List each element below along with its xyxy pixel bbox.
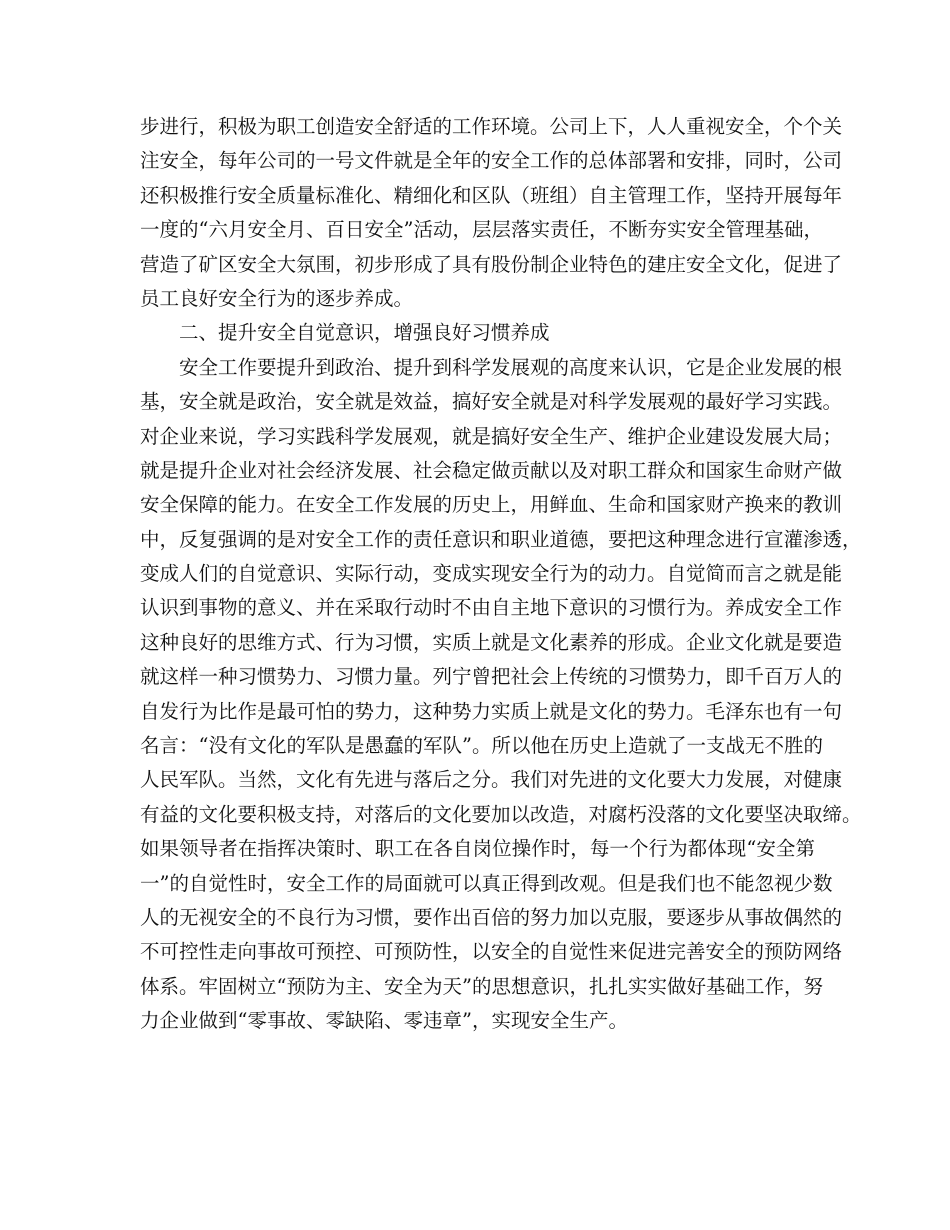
text-line: 力企业做到“零事故、零缺陷、零违章”，实现安全生产。 bbox=[140, 1009, 628, 1033]
text-line: 就是提升企业对社会经济发展、社会稳定做贡献以及对职工群众和国家生命财产做 bbox=[140, 458, 843, 482]
text-line: 变成人们的自觉意识、实际行动，变成实现安全行为的动力。自觉简而言之就是能 bbox=[140, 562, 843, 586]
body-paragraph bbox=[140, 351, 862, 1039]
text-line: 一”的自觉性时，安全工作的局面就可以真正得到改观。但是我们也不能忽视少数 bbox=[140, 871, 833, 895]
text-line: 体系。牢固树立“预防为主、安全为天”的思想意识，扎扎实实做好基础工作，努 bbox=[140, 974, 823, 998]
section-heading bbox=[140, 316, 815, 350]
text-line: 中，反复强调的是对安全工作的责任意识和职业道德，要把这种理念进行宣灌渗透， bbox=[140, 527, 862, 551]
heading-line: 二、提升安全自觉意识，增强良好习惯养成 bbox=[179, 321, 550, 345]
text-line: 一度的“六月安全月、百日安全”活动，层层落实责任，不断夯实安全管理基础， bbox=[140, 218, 823, 242]
text-line: 不可控性走向事故可预控、可预防性，以安全的自觉性来促进完善安全的预防网络 bbox=[140, 940, 843, 964]
text-line: 人的无视安全的不良行为习惯，要作出百倍的努力加以克服，要逐步从事故偶然的 bbox=[140, 905, 843, 929]
document-body bbox=[140, 110, 862, 1039]
text-line: 对企业来说，学习实践科学发展观，就是搞好安全生产、维护企业建设发展大局； bbox=[140, 424, 843, 448]
text-line: 安全保障的能力。在安全工作发展的历史上，用鲜血、生命和国家财产换来的教训 bbox=[140, 493, 843, 517]
text-line: 员工良好安全行为的逐步养成。 bbox=[140, 286, 414, 310]
text-line: 这种良好的思维方式、行为习惯，实质上就是文化素养的形成。企业文化就是要造 bbox=[140, 630, 843, 654]
text-line: 人民军队。当然，文化有先进与落后之分。我们对先进的文化要大力发展，对健康 bbox=[140, 768, 843, 792]
text-line: 自发行为比作是最可怕的势力，这种势力实质上就是文化的势力。毛泽东也有一句 bbox=[140, 699, 843, 723]
text-line: 营造了矿区安全大氛围，初步形成了具有股份制企业特色的建庄安全文化，促进了 bbox=[140, 252, 843, 276]
text-line: 有益的文化要积极支持，对落后的文化要加以改造，对腐朽没落的文化要坚决取缔。 bbox=[140, 802, 862, 826]
text-line: 名言：“没有文化的军队是愚蠢的军队”。所以他在历史上造就了一支战无不胜的 bbox=[140, 734, 823, 758]
text-line: 注安全，每年公司的一号文件就是全年的安全工作的总体部署和安排，同时，公司 bbox=[140, 149, 843, 173]
text-line: 基，安全就是政治，安全就是效益，搞好安全就是对科学发展观的最好学习实践。 bbox=[140, 390, 843, 414]
document-page bbox=[140, 110, 862, 1039]
text-line: 安全工作要提升到政治、提升到科学发展观的高度来认识，它是企业发展的根 bbox=[179, 355, 843, 379]
text-line: 步进行，积极为职工创造安全舒适的工作环境。公司上下，人人重视安全，个个关 bbox=[140, 115, 843, 138]
text-line: 就这样一种习惯势力、习惯力量。列宁曾把社会上传统的习惯势力，即千百万人的 bbox=[140, 665, 843, 689]
text-line: 认识到事物的意义、并在采取行动时不由自主地下意识的习惯行为。养成安全工作 bbox=[140, 596, 843, 620]
text-line: 如果领导者在指挥决策时、职工在各自岗位操作时，每一个行为都体现“安全第 bbox=[140, 837, 815, 861]
body-paragraph bbox=[140, 110, 843, 316]
text-line: 还积极推行安全质量标准化、精细化和区队（班组）自主管理工作，坚持开展每年 bbox=[140, 183, 843, 207]
